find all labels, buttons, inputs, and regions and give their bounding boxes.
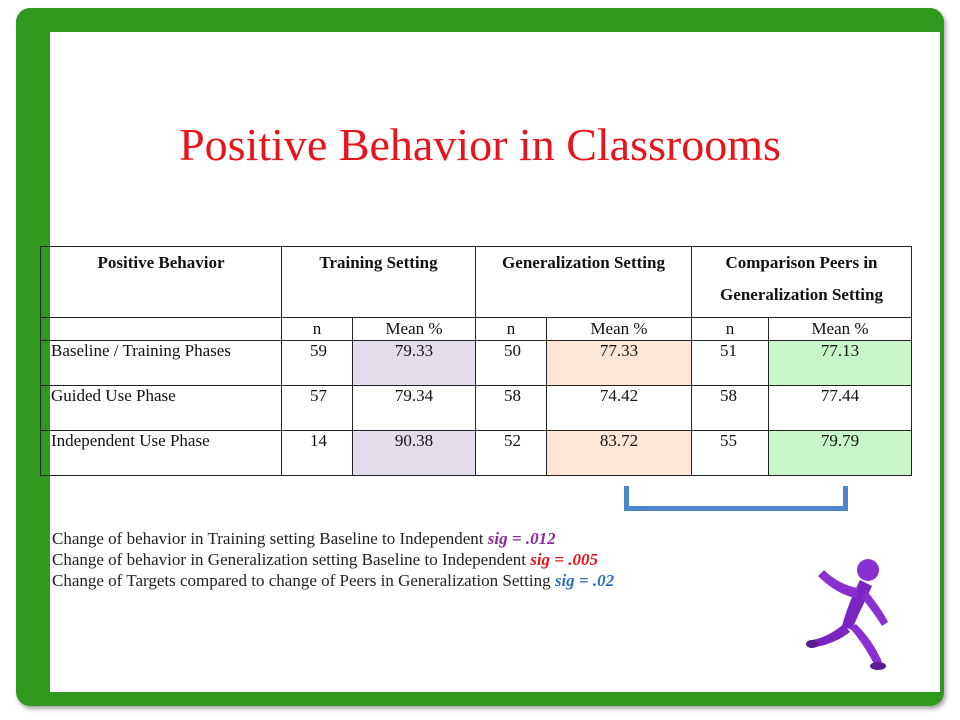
cell-generalization-mean: 77.33 — [547, 341, 692, 386]
subheader-n: n — [692, 318, 769, 341]
cell-generalization-n: 50 — [476, 341, 547, 386]
comparison-bracket — [624, 486, 848, 511]
table-row — [41, 341, 912, 386]
cell-training-mean: 90.38 — [353, 431, 476, 476]
subheader-mean: Mean % — [769, 318, 912, 341]
cell-comparison-mean: 79.79 — [769, 431, 912, 476]
significance-notes — [52, 528, 614, 591]
note-sig: sig = .02 — [554, 571, 615, 590]
subheader-n: n — [282, 318, 353, 341]
header-training-setting: Training Setting — [282, 247, 476, 318]
note-sig: sig = .005 — [530, 550, 598, 569]
cell-generalization-n: 52 — [476, 431, 547, 476]
cell-comparison-n: 58 — [692, 386, 769, 431]
cell-generalization-n: 58 — [476, 386, 547, 431]
row-label: Independent Use Phase — [41, 431, 282, 476]
purple-figure-icon — [806, 556, 896, 672]
cell-generalization-mean: 83.72 — [547, 431, 692, 476]
cell-training-n: 59 — [282, 341, 353, 386]
slide-title: Positive Behavior in Classrooms — [179, 119, 781, 170]
subheader-mean: Mean % — [547, 318, 692, 341]
note-text: Change of behavior in Generalization setting Baseline to Independent — [52, 550, 526, 569]
note-text: Change of behavior in Training setting Baseline to Independent — [52, 529, 484, 548]
cell-training-n: 14 — [282, 431, 353, 476]
note-text: Change of Targets compared to change of Peers in Generalization Setting — [52, 571, 551, 590]
table-row — [41, 386, 912, 431]
note-line — [52, 528, 614, 549]
note-line — [52, 570, 614, 591]
row-label: Baseline / Training Phases — [41, 341, 282, 386]
table-row — [41, 431, 912, 476]
header-comparison-peers — [692, 247, 912, 318]
header-positive-behavior: Positive Behavior — [41, 247, 282, 318]
subheader-n: n — [476, 318, 547, 341]
cell-comparison-mean: 77.44 — [769, 386, 912, 431]
cell-generalization-mean: 74.42 — [547, 386, 692, 431]
cell-training-n: 57 — [282, 386, 353, 431]
note-line — [52, 549, 614, 570]
note-sig: sig = .012 — [487, 529, 556, 548]
header-comparison-peers-text: Comparison Peers in Generalization Setting — [720, 253, 883, 304]
subheader-mean: Mean % — [353, 318, 476, 341]
cell-training-mean: 79.33 — [353, 341, 476, 386]
results-table — [40, 246, 912, 476]
cell-comparison-mean: 77.13 — [769, 341, 912, 386]
cell-comparison-n: 51 — [692, 341, 769, 386]
cell-comparison-n: 55 — [692, 431, 769, 476]
cell-training-mean: 79.34 — [353, 386, 476, 431]
row-label: Guided Use Phase — [41, 386, 282, 431]
subheader-empty — [41, 318, 282, 341]
header-generalization-setting: Generalization Setting — [476, 247, 692, 318]
